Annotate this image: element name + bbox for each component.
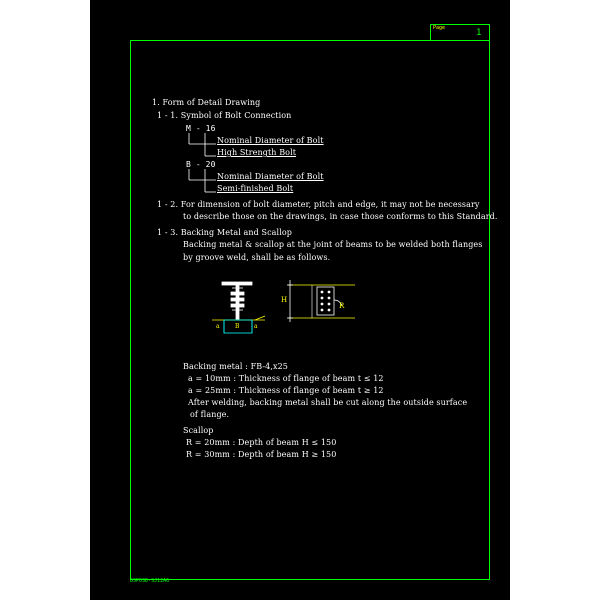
label-R: R xyxy=(339,302,345,310)
bolt-symbol-2-desc-2: Semi-finished Bolt xyxy=(217,184,294,193)
bolt-symbol-1-desc-2: High Strength Bolt xyxy=(217,148,297,157)
bolt-symbol-2: B - 20 xyxy=(186,160,216,169)
section-1-3-line-1: Backing metal & scallop at the joint of beams to be welded both flanges xyxy=(183,240,483,249)
scallop-line-2: R = 30mm : Depth of beam H ≥ 150 xyxy=(186,450,337,459)
section-1-2-line-1: 1 - 2. For dimension of bolt diameter, pitch and edge, it may not be necessary xyxy=(157,200,480,209)
page-number: 1 xyxy=(476,28,482,38)
backing-metal-line-1: a = 10mm : Thickness of flange of beam t ≤ 12 xyxy=(188,374,384,383)
backing-metal-line-3: After welding, backing metal shall be cut along the outside surface xyxy=(188,398,468,407)
section-1-1-title: 1 - 1. Symbol of Bolt Connection xyxy=(157,111,292,120)
column-elevation-figure xyxy=(287,280,355,322)
drawing-footer-code: DSPOSD-SJ12A6 xyxy=(130,578,170,584)
scallop-title: Scallop xyxy=(183,426,214,435)
symbol-1-leaders xyxy=(189,133,216,192)
backing-metal-title: Backing metal : FB-4,x25 xyxy=(183,362,289,371)
page-label: Page xyxy=(433,25,446,31)
label-a-right: a xyxy=(254,323,258,330)
section-1-title: 1. Form of Detail Drawing xyxy=(152,98,261,107)
section-1-3-title: 1 - 3. Backing Metal and Scallop xyxy=(157,228,292,237)
label-a-left: a xyxy=(216,323,220,330)
scallop-line-1: R = 20mm : Depth of beam H ≤ 150 xyxy=(186,438,337,447)
bolt-symbol-2-desc-1: Nominal Diameter of Bolt xyxy=(217,172,324,181)
label-H: H xyxy=(281,296,288,304)
backing-metal-line-2: a = 25mm : Thickness of flange of beam t ≥ 12 xyxy=(188,386,384,395)
backing-metal-line-4: of flange. xyxy=(190,410,230,419)
section-1-3-line-2: by groove weld, shall be as follows. xyxy=(183,253,331,262)
bolt-symbol-1-desc-1: Nominal Diameter of Bolt xyxy=(217,136,324,145)
section-1-2-line-2: to describe those on the drawings, in case those conforms to this Standard. xyxy=(183,212,498,221)
bolt-symbol-1: M - 16 xyxy=(186,124,216,133)
label-B: B xyxy=(235,323,240,330)
